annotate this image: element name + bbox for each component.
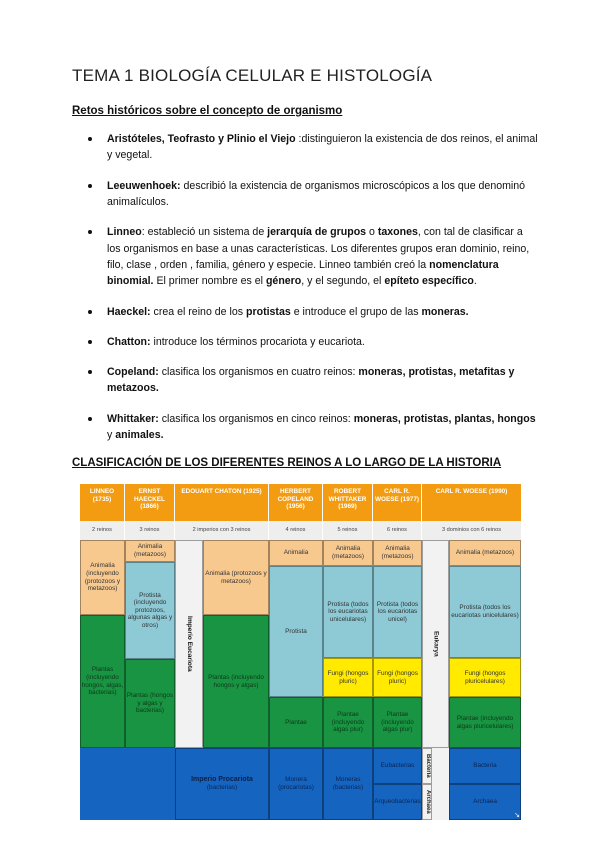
- chaton-eucariota-box: [175, 540, 203, 748]
- list-item: Whittaker: clasifica los organismos en cinco reinos: moneras, protistas, plantas, hongos y animales.: [88, 411, 538, 444]
- list-item: Leeuwenhoek: describió la existencia de organismos microscópicos a los que denominó animalículos.: [88, 178, 538, 211]
- linneo-prokaryote-area: [80, 748, 125, 820]
- kingdoms-classification-table: [80, 484, 521, 820]
- list-item: Aristóteles, Teofrasto y Plinio el Viejo :distinguieron la existencia de dos reinos, el animal y vegetal.: [88, 131, 538, 164]
- archaea-domain: [422, 784, 432, 820]
- bacteria-domain: [422, 748, 432, 784]
- count-woese-1977: 6 reinos: [373, 521, 422, 540]
- chaton-plantae: Plantas (incluyendo hongos y algas): [203, 615, 269, 748]
- header-haeckel: ERNST HAECKEL (1866): [125, 484, 175, 521]
- woese90-animalia: Animalia (metazoos): [449, 540, 521, 566]
- woese90-plantae: Plantae (incluyendo algas pluricelulares): [449, 697, 521, 748]
- chaton-procariota-label: Imperio Procariota: [191, 776, 253, 784]
- eukarya-label: Eukarya: [432, 631, 440, 657]
- section-subtitle: Retos históricos sobre el concepto de organismo: [72, 105, 343, 117]
- woese77-eubacteria: Eubacterias: [373, 748, 422, 784]
- woese90-fungi: Fungi (hongos pluricelulares): [449, 658, 521, 697]
- haeckel-prokaryote-area: [125, 748, 175, 820]
- count-woese-1990: 3 dominios con 6 reinos: [422, 521, 521, 540]
- linneo-plantae: Plantas (incluyendo hongos, algas, bacterias): [80, 615, 125, 748]
- historical-challenges-list: [88, 131, 538, 457]
- count-whittaker: 5 reinos: [323, 521, 373, 540]
- woese77-plantae: Plantae (incluyendo algas plur): [373, 697, 422, 748]
- whittaker-animalia: Animalia (metazoos): [323, 540, 373, 566]
- whittaker-plantae: Plantae (incluyendo algas plur): [323, 697, 373, 748]
- haeckel-animalia: Animalia (metazoos): [125, 540, 175, 562]
- whittaker-protista: Protista (todos los eucariotas unicelulares): [323, 566, 373, 658]
- list-item: Chatton: introduce los términos procariota y eucariota.: [88, 334, 538, 350]
- copeland-monera: [269, 748, 323, 820]
- woese90-protista: Protista (todos los eucariotas unicelulares): [449, 566, 521, 658]
- count-chaton: 2 imperios con 3 reinos: [175, 521, 269, 540]
- haeckel-plantae: Plantas (hongos y algas y bacterias): [125, 659, 175, 748]
- woese77-protista: Protista (todos los eucariotas unicel): [373, 566, 422, 658]
- list-item: Linneo: estableció un sistema de jerarquía de grupos o taxones, con tal de clasificar a los organismos en base a unas características. Los diferentes grupos eran dominio, reino, filo, clase , orden , familia, género y especie. Linneo también creó la nomenclatura binomial. El primer nombre es el género, y el segundo, el epíteto específico.: [88, 224, 538, 290]
- woese77-fungi: Fungi (hongos pluric): [373, 658, 422, 697]
- count-linneo: 2 reinos: [80, 521, 125, 540]
- woese90-bacteria: Bacteria: [449, 748, 521, 784]
- copeland-plantae: Plantae: [269, 697, 323, 748]
- woese90-archaea: Archaea: [449, 784, 521, 820]
- copeland-animalia: Animalia: [269, 540, 323, 566]
- archaea-domain-label: Archaea: [424, 790, 431, 814]
- whittaker-monera-sub: (bacterias): [332, 784, 364, 791]
- woese77-animalia: Animalia (metazoos): [373, 540, 422, 566]
- resize-corner-icon: ↘: [514, 811, 520, 819]
- chaton-eucariota-label: Imperio Eucariota: [185, 616, 193, 672]
- header-chaton: EDOUART CHATON (1925): [175, 484, 269, 521]
- document-title: TEMA 1 BIOLOGÍA CELULAR E HISTOLOGÍA: [72, 66, 433, 85]
- copeland-monera-label: Monera: [285, 776, 307, 784]
- whittaker-monera: [323, 748, 373, 820]
- woese77-archaea: Arqueobacterias: [373, 784, 422, 820]
- header-woese-1977: CARL R. WOESE (1977): [373, 484, 422, 521]
- domain-spacer: [432, 748, 449, 820]
- count-copeland: 4 reinos: [269, 521, 323, 540]
- chaton-animalia: Animalia (protozoos y metazoos): [203, 540, 269, 615]
- bacteria-domain-label: Bacteria: [424, 754, 431, 778]
- count-haeckel: 3 reinos: [125, 521, 175, 540]
- classification-section-title: CLASIFICACIÓN DE LOS DIFERENTES REINOS A LO LARGO DE LA HISTORIA: [72, 457, 502, 469]
- header-linneo: LINNEO (1735): [80, 484, 125, 521]
- header-woese-1990: CARL R. WOESE (1990): [422, 484, 521, 521]
- linneo-animalia: Animalia (incluyendo (protozoos y metazoos): [80, 540, 125, 615]
- whittaker-fungi: Fungi (hongos pluric): [323, 658, 373, 697]
- header-whittaker: ROBERT WHITTAKER (1969): [323, 484, 373, 521]
- copeland-monera-sub: (procariotas): [278, 784, 314, 791]
- chaton-procariota: [175, 748, 269, 820]
- eukarya-domain: [422, 540, 449, 748]
- chaton-procariota-sub: (bacterias): [206, 784, 238, 791]
- list-item: Haeckel: crea el reino de los protistas e introduce el grupo de las moneras.: [88, 304, 538, 320]
- list-item: Copeland: clasifica los organismos en cuatro reinos: moneras, protistas, metafitas y metazoos.: [88, 364, 538, 397]
- haeckel-protista: Protista (incluyendo protozoos, algunas algas y otros): [125, 562, 175, 659]
- header-copeland: HERBERT COPELAND (1956): [269, 484, 323, 521]
- copeland-protista: Protista: [269, 566, 323, 697]
- whittaker-monera-label: Moneras: [335, 776, 361, 784]
